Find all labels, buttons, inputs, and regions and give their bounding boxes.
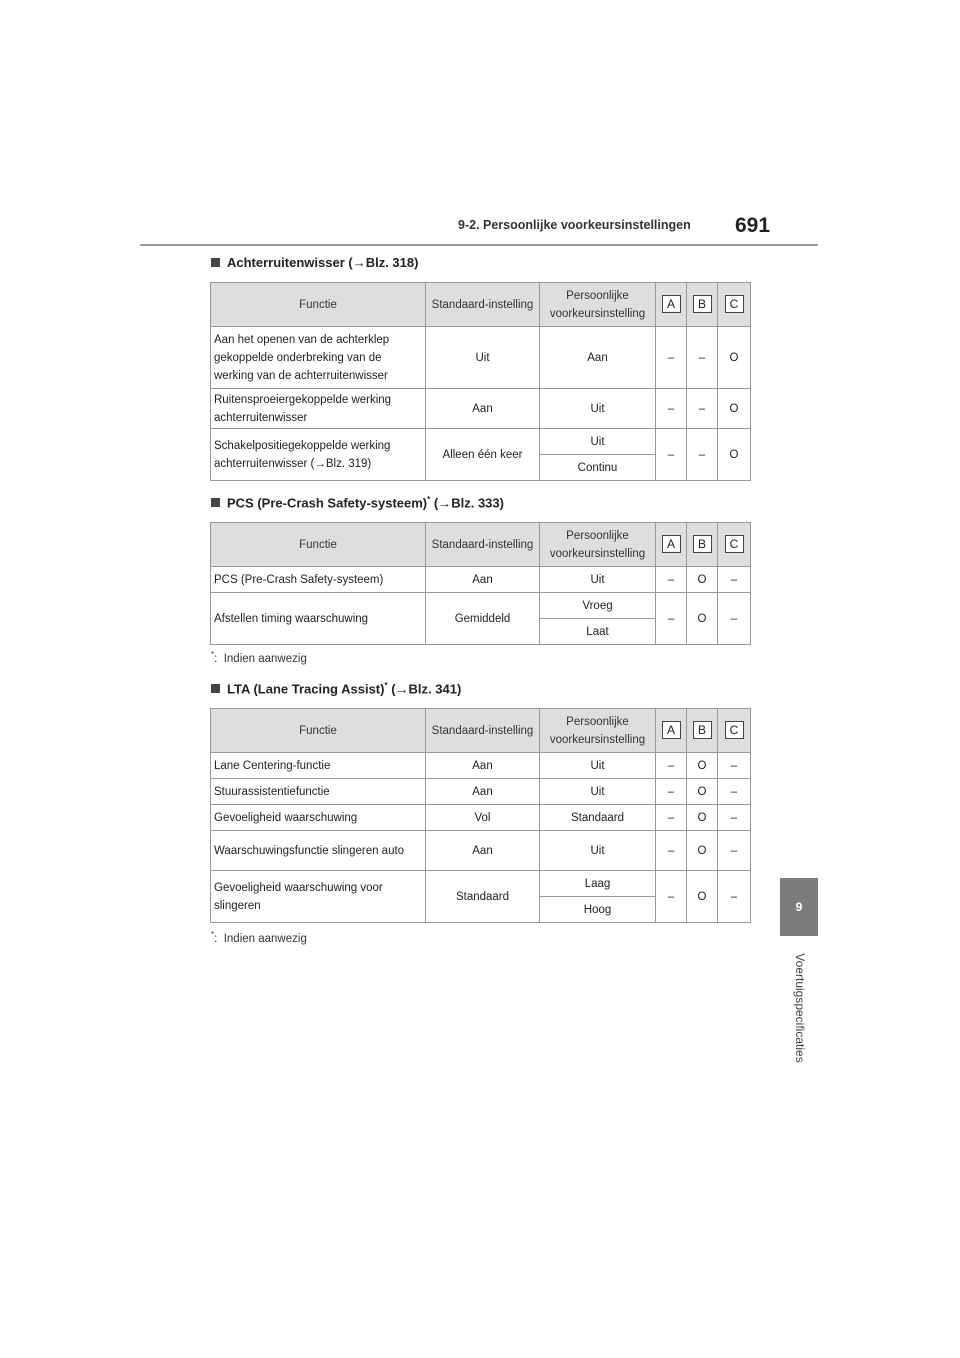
cell-a: – (656, 593, 687, 645)
column-header-b (687, 709, 718, 753)
section-title-achterruitenwisser: Achterruitenwisser (→Blz. 318) (211, 255, 418, 270)
cell-b: O (687, 753, 718, 779)
table-pcs (210, 522, 751, 645)
cell-a: – (656, 389, 687, 429)
chapter-side-label: Voertuigspecificaties (793, 953, 807, 1063)
footnote-lta: *: Indien aanwezig (211, 930, 307, 945)
table-row (211, 567, 751, 593)
column-header-persoonlijk: Persoonlijke voorkeursinstelling (540, 709, 656, 753)
cell-persoonlijk: Uit (540, 779, 656, 805)
cell-a: – (656, 779, 687, 805)
letter-box-c: C (725, 535, 744, 553)
cell-standaard: Vol (426, 805, 540, 831)
cell-a: – (656, 327, 687, 389)
cell-persoonlijk: Aan (540, 327, 656, 389)
letter-box-b: B (693, 295, 712, 313)
cell-standaard: Aan (426, 779, 540, 805)
cell-standaard: Alleen één keer (426, 429, 540, 481)
letter-box-a: A (662, 535, 681, 553)
chapter-title: 9-2. Persoonlijke voorkeursinstellingen (458, 218, 691, 232)
cell-c: – (718, 593, 751, 645)
cell-persoonlijk: Uit (540, 429, 656, 455)
page-number: 691 (735, 214, 771, 237)
letter-box-c: C (725, 721, 744, 739)
header-divider (140, 244, 818, 246)
table-row (211, 779, 751, 805)
square-bullet-icon (211, 258, 220, 267)
cell-persoonlijk: Laat (540, 619, 656, 645)
cell-b: O (687, 805, 718, 831)
cell-a: – (656, 871, 687, 923)
cell-functie: Lane Centering-functie (211, 753, 426, 779)
cell-c: O (718, 429, 751, 481)
cell-functie: Aan het openen van de achterklep gekoppelde onderbreking van de werking van de achterruitenwisser (211, 327, 426, 389)
cell-persoonlijk: Uit (540, 831, 656, 871)
cell-b: – (687, 327, 718, 389)
cell-c: – (718, 871, 751, 923)
cell-persoonlijk: Uit (540, 753, 656, 779)
cell-b: O (687, 871, 718, 923)
column-header-c (718, 709, 751, 753)
cell-standaard: Aan (426, 831, 540, 871)
cell-persoonlijk: Vroeg (540, 593, 656, 619)
column-header-standaard: Standaard-instelling (426, 283, 540, 327)
cell-persoonlijk: Uit (540, 567, 656, 593)
table-row (211, 429, 751, 455)
cell-c: – (718, 805, 751, 831)
table-row (211, 593, 751, 619)
table-row (211, 327, 751, 389)
cell-persoonlijk: Continu (540, 455, 656, 481)
cell-a: – (656, 567, 687, 593)
cell-functie: Waarschuwingsfunctie slingeren auto (211, 831, 426, 871)
cell-a: – (656, 429, 687, 481)
table-header-row (211, 283, 751, 327)
table-row (211, 805, 751, 831)
cell-b: O (687, 831, 718, 871)
section-title-lta: LTA (Lane Tracing Assist)* (→Blz. 341) (211, 681, 461, 696)
square-bullet-icon (211, 498, 220, 507)
table-header-row (211, 709, 751, 753)
cell-persoonlijk: Standaard (540, 805, 656, 831)
table-lta (210, 708, 751, 923)
cell-a: – (656, 805, 687, 831)
column-header-b (687, 283, 718, 327)
cell-b: O (687, 593, 718, 645)
cell-standaard: Aan (426, 567, 540, 593)
cell-persoonlijk: Uit (540, 389, 656, 429)
letter-box-b: B (693, 721, 712, 739)
cell-functie: Gevoeligheid waarschuwing (211, 805, 426, 831)
column-header-c (718, 283, 751, 327)
table-row (211, 871, 751, 897)
column-header-c (718, 523, 751, 567)
letter-box-b: B (693, 535, 712, 553)
table-achterruitenwisser (210, 282, 751, 481)
cell-functie: Gevoeligheid waarschuwing voor slingeren (211, 871, 426, 923)
column-header-persoonlijk: Persoonlijke voorkeursinstelling (540, 523, 656, 567)
cell-c: – (718, 567, 751, 593)
column-header-functie: Functie (211, 709, 426, 753)
cell-standaard: Uit (426, 327, 540, 389)
column-header-a (656, 283, 687, 327)
cell-a: – (656, 753, 687, 779)
cell-b: – (687, 389, 718, 429)
cell-functie: Stuurassistentiefunctie (211, 779, 426, 805)
cell-b: – (687, 429, 718, 481)
cell-standaard: Aan (426, 753, 540, 779)
cell-functie: Schakelpositiegekoppelde werking achterruitenwisser (→Blz. 319) (211, 429, 426, 481)
column-header-persoonlijk: Persoonlijke voorkeursinstelling (540, 283, 656, 327)
chapter-tab: 9 (780, 878, 818, 936)
cell-standaard: Standaard (426, 871, 540, 923)
letter-box-c: C (725, 295, 744, 313)
cell-c: – (718, 831, 751, 871)
column-header-a (656, 709, 687, 753)
cell-b: O (687, 779, 718, 805)
table-row (211, 753, 751, 779)
cell-c: – (718, 779, 751, 805)
column-header-b (687, 523, 718, 567)
column-header-functie: Functie (211, 523, 426, 567)
table-header-row (211, 523, 751, 567)
section-title-pcs: PCS (Pre-Crash Safety-systeem)* (→Blz. 333) (211, 495, 504, 510)
cell-persoonlijk: Laag (540, 871, 656, 897)
square-bullet-icon (211, 684, 220, 693)
table-row (211, 389, 751, 429)
letter-box-a: A (662, 295, 681, 313)
cell-functie: Ruitensproeiergekoppelde werking achterruitenwisser (211, 389, 426, 429)
cell-c: O (718, 389, 751, 429)
column-header-standaard: Standaard-instelling (426, 709, 540, 753)
column-header-standaard: Standaard-instelling (426, 523, 540, 567)
column-header-functie: Functie (211, 283, 426, 327)
footnote-pcs: *: Indien aanwezig (211, 650, 307, 665)
letter-box-a: A (662, 721, 681, 739)
cell-standaard: Aan (426, 389, 540, 429)
cell-c: O (718, 327, 751, 389)
cell-functie: PCS (Pre-Crash Safety-systeem) (211, 567, 426, 593)
column-header-a (656, 523, 687, 567)
cell-persoonlijk: Hoog (540, 897, 656, 923)
cell-functie: Afstellen timing waarschuwing (211, 593, 426, 645)
cell-standaard: Gemiddeld (426, 593, 540, 645)
table-row (211, 831, 751, 871)
cell-a: – (656, 831, 687, 871)
cell-b: O (687, 567, 718, 593)
cell-c: – (718, 753, 751, 779)
